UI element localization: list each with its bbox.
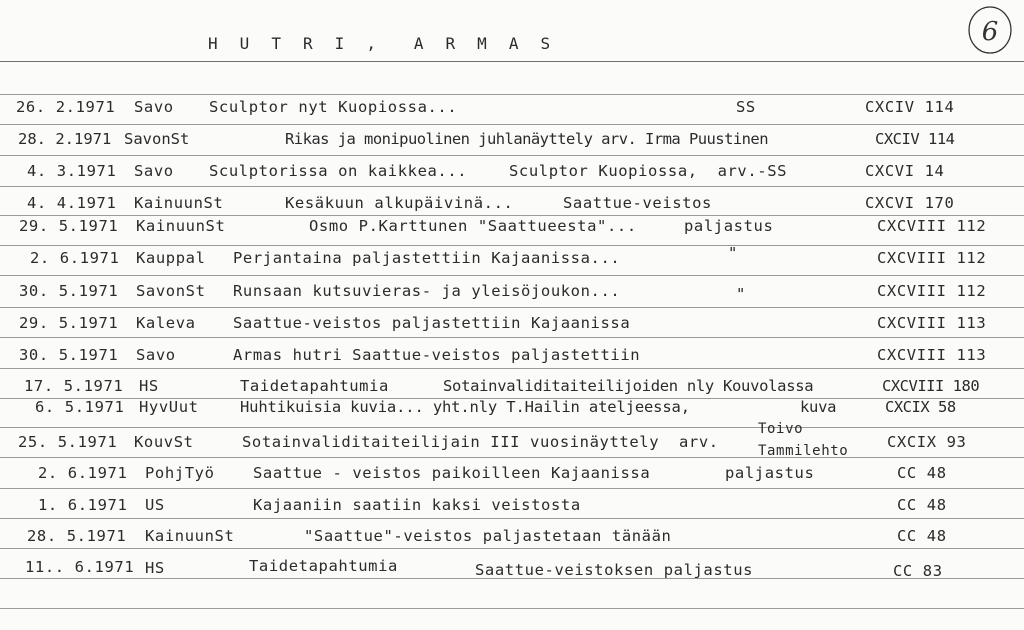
rule-line bbox=[0, 337, 1024, 338]
entry-note: kuva bbox=[800, 398, 837, 416]
entry-text: Armas hutri Saattue-veistos paljastettiin bbox=[233, 346, 641, 364]
entry-source: SavonSt bbox=[136, 282, 206, 300]
entry-date: 4. 3.1971 bbox=[27, 162, 117, 180]
entry-source: HyvUut bbox=[139, 398, 199, 416]
entry-date: 11.. 6.1971 bbox=[25, 558, 135, 576]
entry-date: 1. 6.1971 bbox=[38, 496, 128, 514]
entry-date: 28. 5.1971 bbox=[27, 527, 127, 545]
entry-date: 30. 5.1971 bbox=[19, 346, 119, 364]
entry-source: KainuunSt bbox=[145, 527, 235, 545]
entry-ref: CXCVIII 112 bbox=[877, 249, 987, 267]
entry-date: 29. 5.1971 bbox=[19, 314, 119, 332]
entry-text: Kajaaniin saatiin kaksi veistosta bbox=[253, 496, 581, 514]
entry-date: 17. 5.1971 bbox=[24, 377, 124, 395]
entry-date: 6. 5.1971 bbox=[35, 398, 125, 416]
card-title: H U T R I , A R M A S bbox=[208, 34, 557, 53]
rule-line bbox=[0, 518, 1024, 519]
entry-text: Runsaan kutsuvieras- ja yleisöjoukon... bbox=[233, 282, 621, 300]
entry-source: US bbox=[145, 496, 165, 514]
rule-line bbox=[0, 155, 1024, 156]
rule-line bbox=[0, 186, 1024, 187]
entry-date: 28. 2.1971 bbox=[18, 130, 112, 148]
entry-source: Kaleva bbox=[136, 314, 196, 332]
entry-ref: CXCIV 114 bbox=[875, 130, 955, 148]
entry-text: Saattue-veistos paljastettiin Kajaanissa bbox=[233, 314, 631, 332]
entry-ref: CC 48 bbox=[897, 464, 947, 482]
rule-line bbox=[0, 245, 1024, 246]
entry-text: Huhtikuisia kuvia... yht.nly T.Hailin ateljeessa, bbox=[240, 398, 690, 416]
rule-line bbox=[0, 307, 1024, 308]
entry-note: " bbox=[728, 244, 738, 262]
entry-note: " bbox=[736, 285, 746, 303]
entry-source: Savo bbox=[134, 98, 174, 116]
entry-ref: CXCVI 170 bbox=[865, 194, 955, 212]
entry-ref: CXCVIII 180 bbox=[882, 377, 980, 395]
entry-text: Taidetapahtumia bbox=[249, 557, 398, 575]
entry-note: Saattue-veistoksen paljastus bbox=[475, 561, 754, 579]
entry-text: "Saattue"-veistos paljastetaan tänään bbox=[304, 527, 672, 545]
entry-source: SavonSt bbox=[124, 130, 190, 148]
entry-note: Sculptor Kuopiossa, arv.-SS bbox=[509, 162, 788, 180]
rule-line bbox=[0, 275, 1024, 276]
entry-text: Sculptor nyt Kuopiossa... bbox=[209, 98, 458, 116]
entry-ref: CC 83 bbox=[893, 562, 943, 580]
entry-source: KainuunSt bbox=[134, 194, 224, 212]
entry-ref: CXCVIII 113 bbox=[877, 314, 987, 332]
entry-note: Toivo bbox=[758, 421, 804, 437]
entry-text: Perjantaina paljastettiin Kajaanissa... bbox=[233, 249, 621, 267]
page-number: 6 bbox=[981, 17, 999, 47]
entry-ref: CXCVI 14 bbox=[865, 162, 945, 180]
entry-ref: CC 48 bbox=[897, 496, 947, 514]
rule-line bbox=[0, 488, 1024, 489]
rule-line bbox=[0, 124, 1024, 125]
entry-source: HS bbox=[145, 559, 165, 577]
entry-note: Saattue-veistos bbox=[563, 194, 712, 212]
rule-line bbox=[0, 457, 1024, 458]
rule-line bbox=[0, 608, 1024, 609]
entry-source: KainuunSt bbox=[136, 217, 226, 235]
entry-note: SS bbox=[736, 98, 756, 116]
entry-text: Kesäkuun alkupäivinä... bbox=[285, 194, 514, 212]
entry-text: Osmo P.Karttunen "Saattueesta"... bbox=[309, 217, 637, 235]
entry-date: 29. 5.1971 bbox=[19, 217, 119, 235]
entry-source: PohjTyö bbox=[145, 464, 215, 482]
entry-source: Kauppal bbox=[136, 249, 206, 267]
entry-source: HS bbox=[139, 377, 159, 395]
rule-line bbox=[0, 427, 1024, 428]
entry-date: 2. 6.1971 bbox=[38, 464, 128, 482]
rule-line bbox=[0, 548, 1024, 549]
entry-source: Savo bbox=[134, 162, 174, 180]
entry-note: paljastus bbox=[725, 464, 815, 482]
entry-date: 2. 6.1971 bbox=[30, 249, 120, 267]
entry-ref: CXCIV 114 bbox=[865, 98, 955, 116]
entry-text: Saattue - veistos paikoilleen Kajaanissa bbox=[253, 464, 651, 482]
entry-text: Sotainvaliditaiteilijain III vuosinäyttely arv. bbox=[242, 433, 719, 451]
entry-date: 26. 2.1971 bbox=[16, 98, 116, 116]
entry-source: KouvSt bbox=[134, 433, 194, 451]
rule-line bbox=[0, 94, 1024, 95]
rule-line bbox=[0, 215, 1024, 216]
entry-text: Sculptorissa on kaikkea... bbox=[209, 162, 468, 180]
entry-text: Taidetapahtumia bbox=[240, 377, 389, 395]
page-number-circle bbox=[966, 4, 1014, 56]
entry-ref: CXCVIII 113 bbox=[877, 346, 987, 364]
entry-source: Savo bbox=[136, 346, 176, 364]
entry-note: Sotainvaliditaiteilijoiden nly Kouvolassa bbox=[443, 377, 814, 395]
entry-ref: CXCIX 58 bbox=[885, 398, 956, 416]
entry-ref: CC 48 bbox=[897, 527, 947, 545]
entry-date: 4. 4.1971 bbox=[27, 194, 117, 212]
entry-note-continued: Tammilehto bbox=[758, 443, 849, 459]
entry-ref: CXCVIII 112 bbox=[877, 217, 987, 235]
entry-text: Rikas ja monipuolinen juhlanäyttely arv. Irma Puustinen bbox=[285, 130, 768, 148]
entry-ref: CXCVIII 112 bbox=[877, 282, 987, 300]
header-rule bbox=[0, 61, 1024, 62]
entry-ref: CXCIX 93 bbox=[887, 433, 967, 451]
entry-date: 30. 5.1971 bbox=[19, 282, 119, 300]
rule-line bbox=[0, 368, 1024, 369]
entry-date: 25. 5.1971 bbox=[18, 433, 118, 451]
entry-note: paljastus bbox=[684, 217, 774, 235]
